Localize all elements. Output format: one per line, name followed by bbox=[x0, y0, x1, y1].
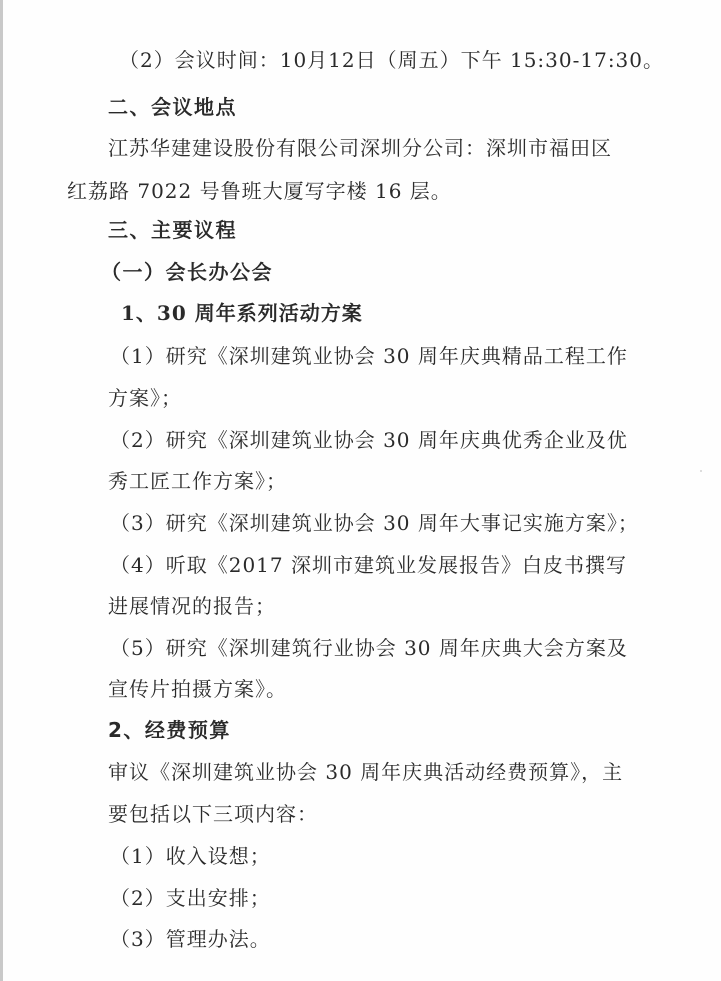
agenda-point-1-line-2: 方案》； bbox=[108, 386, 182, 410]
agenda-point-4-line-1: （4）听取《2017 深圳市建筑业发展报告》白皮书撰写 bbox=[110, 553, 627, 577]
scan-edge bbox=[0, 0, 3, 981]
budget-point-1: （1）收入设想； bbox=[110, 844, 271, 868]
agenda-item-budget: 2、经费预算 bbox=[108, 718, 231, 742]
scan-speck bbox=[700, 470, 702, 472]
agenda-point-5-line-2: 宣传片拍摄方案》。 bbox=[108, 677, 287, 701]
agenda-point-2-line-2: 秀工匠工作方案》； bbox=[108, 469, 287, 493]
agenda-point-5-line-1: （5）研究《深圳建筑行业协会 30 周年庆典大会方案及 bbox=[110, 636, 628, 660]
venue-line-1: 江苏华建建设股份有限公司深圳分公司：深圳市福田区 bbox=[108, 136, 612, 160]
agenda-point-2-line-1: （2）研究《深圳建筑业协会 30 周年庆典优秀企业及优 bbox=[110, 428, 628, 452]
budget-line-2: 要包括以下三项内容： bbox=[108, 802, 318, 826]
venue-line-2: 红荔路 7022 号鲁班大厦写字楼 16 层。 bbox=[67, 179, 452, 203]
section-heading-agenda: 三、主要议程 bbox=[108, 218, 237, 242]
agenda-point-3: （3）研究《深圳建筑业协会 30 周年大事记实施方案》； bbox=[110, 511, 639, 535]
agenda-point-4-line-2: 进展情况的报告； bbox=[108, 594, 276, 618]
agenda-subheading-presidents-meeting: （一）会长办公会 bbox=[101, 260, 273, 284]
budget-line-1: 审议《深圳建筑业协会 30 周年庆典活动经费预算》，主 bbox=[108, 760, 624, 784]
budget-point-3: （3）管理办法。 bbox=[110, 927, 271, 951]
agenda-item-anniversary-plan: 1、30 周年系列活动方案 bbox=[121, 301, 363, 325]
section-heading-venue: 二、会议地点 bbox=[108, 95, 237, 119]
budget-point-2: （2）支出安排； bbox=[110, 886, 271, 910]
meeting-time-line: （2）会议时间：10月12日（周五）下午 15:30-17:30。 bbox=[119, 48, 665, 72]
agenda-point-1-line-1: （1）研究《深圳建筑业协会 30 周年庆典精品工程工作 bbox=[110, 344, 628, 368]
